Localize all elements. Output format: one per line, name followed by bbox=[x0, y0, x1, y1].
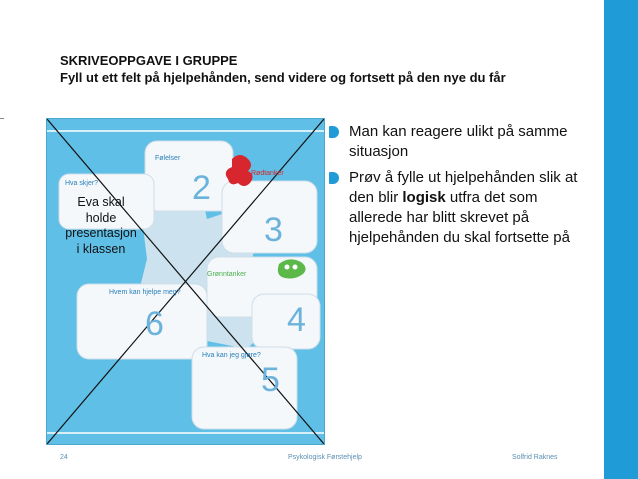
eva-note-line: i klassen bbox=[76, 241, 126, 256]
eva-note bbox=[62, 195, 140, 257]
number-4: 4 bbox=[287, 301, 306, 339]
label-folelser: Følelser bbox=[155, 155, 181, 162]
footer-author: Solfrid Raknes bbox=[512, 454, 558, 461]
hand-illustration bbox=[47, 119, 324, 444]
label-rodtanker: Rødtanker bbox=[251, 170, 284, 177]
bullet-bold-text: logisk bbox=[402, 189, 446, 206]
divider bbox=[0, 118, 4, 119]
label-hvem-hjelpe: Hvem kan hjelpe meg? bbox=[109, 289, 181, 296]
page-number: 24 bbox=[60, 454, 68, 461]
bullet-marker-icon bbox=[329, 126, 339, 138]
bullet-item bbox=[327, 122, 592, 162]
number-6: 6 bbox=[145, 305, 164, 343]
bullet-text: Prøv å fylle ut hjelpehånden slik at den blir bbox=[349, 169, 578, 206]
bullet-text: Man kan reagere ulikt på samme situasjon bbox=[349, 123, 568, 160]
number-2: 2 bbox=[192, 169, 211, 207]
box-folelser bbox=[145, 141, 233, 211]
number-5: 5 bbox=[261, 361, 280, 399]
bullet-marker-icon bbox=[329, 172, 339, 184]
box-4 bbox=[252, 294, 320, 349]
green-eye-icon bbox=[293, 265, 298, 270]
bullet-item bbox=[327, 168, 592, 248]
accent-bar bbox=[604, 0, 638, 479]
eva-note-line: holde bbox=[85, 210, 117, 225]
eva-note-line: Eva skal bbox=[77, 195, 125, 209]
box-hva-gjore bbox=[192, 347, 297, 429]
bullet-text: utfra det som allerede har blitt skrevet på hjelpehånden du skal fortsette på bbox=[349, 189, 570, 246]
title-line-2: Fyll ut ett felt på hjelpehånden, send videre og fortsett på den nye du får bbox=[60, 70, 506, 85]
bullet-list bbox=[327, 122, 592, 254]
label-hva-gjore: Hva kan jeg gjøre? bbox=[202, 352, 261, 359]
number-3: 3 bbox=[264, 211, 283, 249]
green-eye-icon bbox=[285, 265, 290, 270]
title-line-1: SKRIVEOPPGAVE I GRUPPE bbox=[60, 53, 238, 68]
footer-center: Psykologisk Førstehjelp bbox=[288, 454, 362, 461]
eva-note-line: presentasjon bbox=[65, 226, 137, 240]
helping-hand-figure bbox=[46, 118, 325, 445]
label-hva-skjer: Hva skjer? bbox=[65, 180, 99, 187]
slide-title bbox=[60, 52, 600, 86]
label-gronntanker: Grønntanker bbox=[207, 271, 247, 278]
